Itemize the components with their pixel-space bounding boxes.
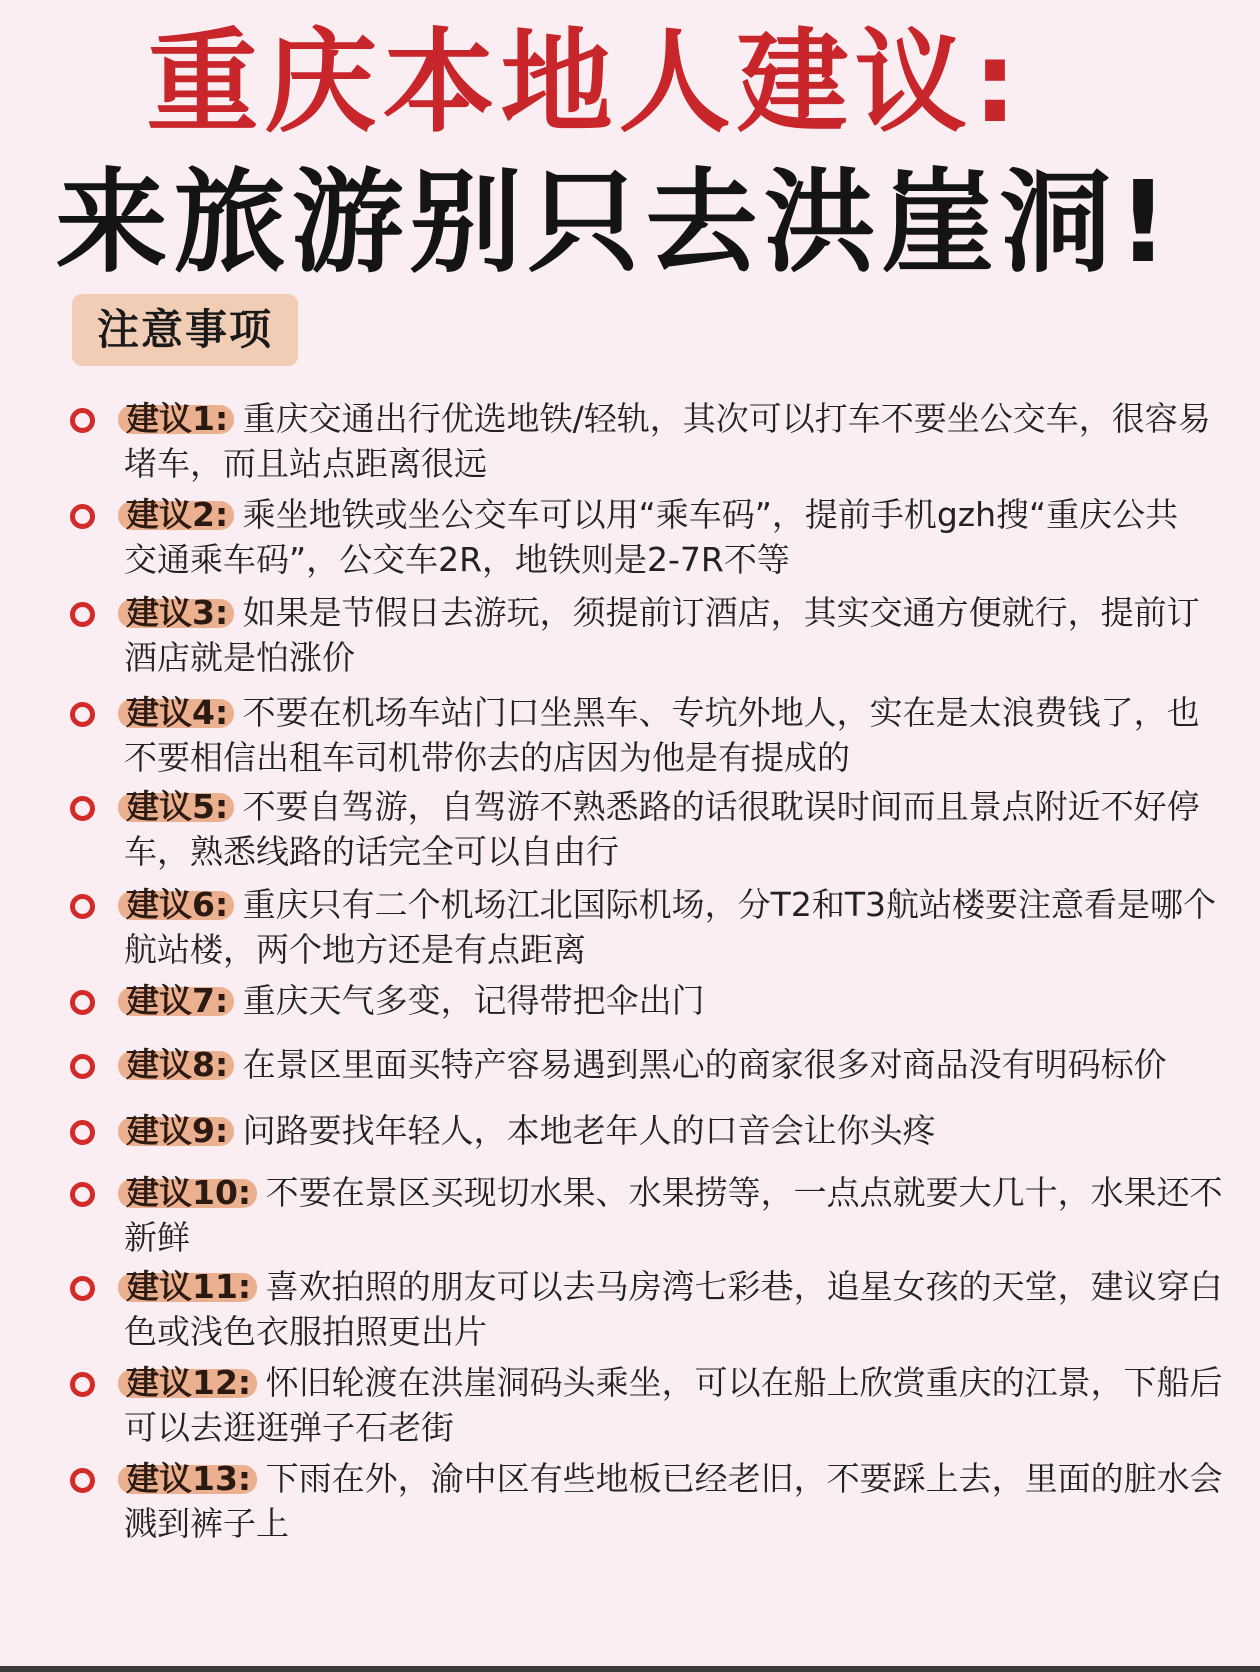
tip-text: 在景区里面买特产容易遇到黑心的商家很多对商品没有明码标价: [232, 1045, 1167, 1084]
tip-text: 不要自驾游，自驾游不熟悉路的话很耽误时间而且景点附近不好停: [232, 787, 1200, 826]
circle-bullet-icon: [70, 1054, 95, 1079]
tip-first-line: [124, 590, 1234, 636]
tip-first-line: [124, 690, 1234, 736]
tip-first-line: [124, 1360, 1234, 1406]
tip-text: 酒店就是怕涨价: [124, 638, 355, 677]
tip-text: 交通乘车码”，公交车2R，地铁则是2-7R不等: [124, 540, 790, 579]
circle-bullet-icon: [70, 1120, 95, 1145]
tip-text: 不要在景区买现切水果、水果捞等，一点点就要大几十，水果还不: [255, 1173, 1223, 1212]
section-tag: 注意事项: [72, 294, 298, 366]
tip-text: 色或浅色衣服拍照更出片: [124, 1312, 487, 1351]
tip-label: 建议7:: [124, 981, 232, 1020]
tip-text: 乘坐地铁或坐公交车可以用“乘车码”，提前手机gzh搜“重庆公共: [232, 495, 1179, 534]
tip-label: 建议9:: [124, 1111, 232, 1150]
circle-bullet-icon: [70, 990, 95, 1015]
tip-text: 怀旧轮渡在洪崖洞码头乘坐，可以在船上欣赏重庆的江景，下船后: [255, 1363, 1223, 1402]
circle-bullet-icon: [70, 894, 95, 919]
tip-first-line: [124, 1264, 1234, 1310]
tip-text: 堵车，而且站点距离很远: [124, 444, 487, 483]
circle-bullet-icon: [70, 702, 95, 727]
tip-label: 建议10:: [124, 1173, 255, 1212]
tip-label: 建议13:: [124, 1459, 255, 1498]
tip-text: 可以去逛逛弹子石老街: [124, 1408, 454, 1447]
tip-text: 不要相信出租车司机带你去的店因为他是有提成的: [124, 738, 850, 777]
tip-label: 建议5:: [124, 787, 232, 826]
tip-label: 建议6:: [124, 885, 232, 924]
tip-first-line: [124, 1042, 1234, 1088]
tip-first-line: [124, 492, 1234, 538]
tip-continuation-line: [124, 635, 1234, 681]
tip-continuation-line: [124, 735, 1234, 781]
tip-text: 重庆交通出行优选地铁/轻轨，其次可以打车不要坐公交车，很容易: [232, 399, 1211, 438]
circle-bullet-icon: [70, 796, 95, 821]
tip-first-line: [124, 1456, 1234, 1502]
tip-text: 重庆只有二个机场江北国际机场，分T2和T3航站楼要注意看是哪个: [232, 885, 1216, 924]
tip-text: 下雨在外，渝中区有些地板已经老旧，不要踩上去，里面的脏水会: [255, 1459, 1223, 1498]
circle-bullet-icon: [70, 602, 95, 627]
tip-continuation-line: [124, 441, 1234, 487]
tip-text: 喜欢拍照的朋友可以去马房湾七彩巷，追星女孩的天堂，建议穿白: [255, 1267, 1223, 1306]
tip-continuation-line: [124, 1501, 1234, 1547]
circle-bullet-icon: [70, 504, 95, 529]
tip-text: 重庆天气多变，记得带把伞出门: [232, 981, 705, 1020]
tip-first-line: [124, 1108, 1234, 1154]
tip-continuation-line: [124, 1309, 1234, 1355]
tip-first-line: [124, 882, 1234, 928]
tip-text: 问路要找年轻人，本地老年人的口音会让你头疼: [232, 1111, 936, 1150]
tip-first-line: [124, 1170, 1234, 1216]
circle-bullet-icon: [70, 1468, 95, 1493]
circle-bullet-icon: [70, 408, 95, 433]
tip-text: 不要在机场车站门口坐黑车、专坑外地人，实在是太浪费钱了，也: [232, 693, 1200, 732]
tip-first-line: [124, 784, 1234, 830]
circle-bullet-icon: [70, 1276, 95, 1301]
title-line-2: 来旅游别只去洪崖洞!: [55, 158, 1175, 288]
tip-continuation-line: [124, 927, 1234, 973]
tip-label: 建议12:: [124, 1363, 255, 1402]
tip-label: 建议2:: [124, 495, 232, 534]
tip-text: 溅到裤子上: [124, 1504, 289, 1543]
tip-label: 建议11:: [124, 1267, 255, 1306]
tip-text: 新鲜: [124, 1218, 190, 1257]
tip-text: 车，熟悉线路的话完全可以自由行: [124, 832, 619, 871]
tip-label: 建议3:: [124, 593, 232, 632]
tip-text: 航站楼，两个地方还是有点距离: [124, 930, 586, 969]
tip-first-line: [124, 396, 1234, 442]
tip-label: 建议4:: [124, 693, 232, 732]
circle-bullet-icon: [70, 1182, 95, 1207]
tip-continuation-line: [124, 537, 1234, 583]
tip-text: 如果是节假日去游玩，须提前订酒店，其实交通方便就行，提前订: [232, 593, 1200, 632]
circle-bullet-icon: [70, 1372, 95, 1397]
tip-label: 建议1:: [124, 399, 232, 438]
tip-continuation-line: [124, 1215, 1234, 1261]
tip-continuation-line: [124, 1405, 1234, 1451]
tip-continuation-line: [124, 829, 1234, 875]
title-line-1: 重庆本地人建议:: [146, 18, 1024, 148]
tip-first-line: [124, 978, 1234, 1024]
bottom-divider: [0, 1666, 1260, 1672]
tip-label: 建议8:: [124, 1045, 232, 1084]
